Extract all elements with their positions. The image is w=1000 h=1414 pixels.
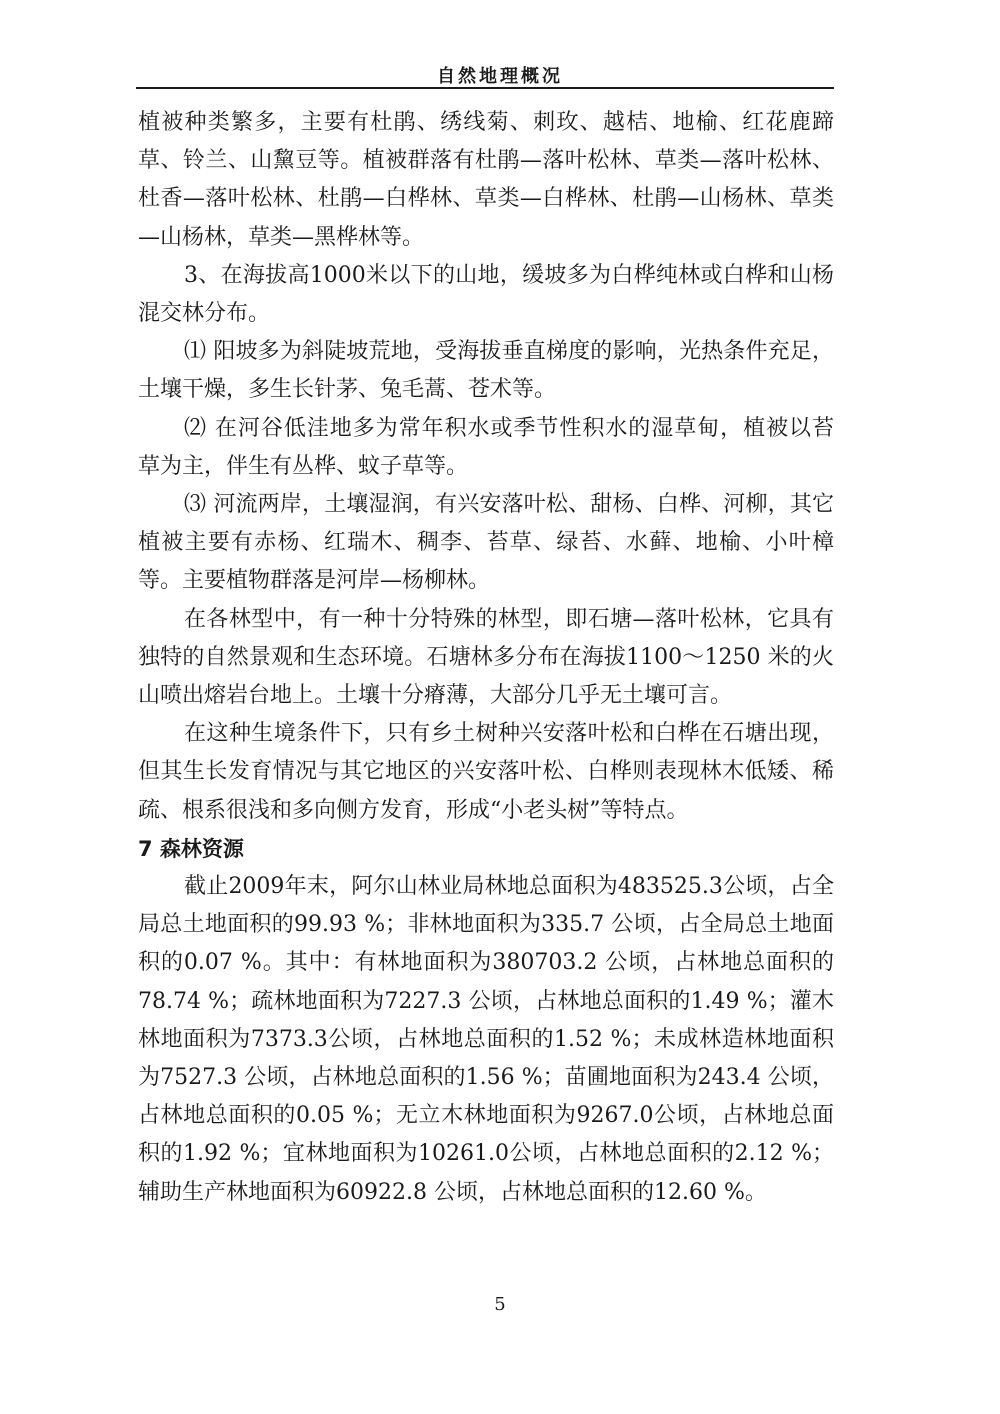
paragraph-stone-pond-forest: 在各林型中，有一种十分特殊的林型，即石塘—落叶松林，它具有独特的自然景观和生态环境。石塘林多分布在海拔1100～1250 米的火山喷出熔岩台地上。土壤十分瘠薄，大部分几乎无土壤可言。 bbox=[138, 606, 834, 709]
paragraph-below-1000m: 3、在海拔高1000米以下的山地，缓坡多为白桦纯林或白桦和山杨混交林分布。 bbox=[138, 262, 834, 327]
paragraph-vegetation-continued: 植被种类繁多，主要有杜鹃、绣线菊、刺玫、越桔、地榆、红花鹿蹄草、铃兰、山黧豆等。植被群落有杜鹃—落叶松林、草类—落叶松林、杜香—落叶松林、杜鹃—白桦林、草类—白桦林、杜鹃—山杨林、草类—山杨林，草类—黑桦林等。 bbox=[138, 110, 834, 250]
body-text bbox=[138, 104, 834, 1212]
header-rule bbox=[136, 87, 834, 89]
paragraph-riverbank: ⑶ 河流两岸，土壤湿润，有兴安落叶松、甜杨、白桦、河柳，其它植被主要有赤杨、红瑞木、稠李、苔草、绿苔、水藓、地榆、小叶樟等。主要植物群落是河岸—杨柳林。 bbox=[138, 492, 834, 594]
running-header: 自然地理概况 bbox=[437, 66, 563, 87]
page-number: 5 bbox=[494, 1294, 506, 1315]
section-heading-forest-resources: 7 森林资源 bbox=[138, 836, 244, 861]
paragraph-valley-wetland: ⑵ 在河谷低洼地多为常年积水或季节性积水的湿草甸，植被以苔 草为主，伴生有丛桦、蚊子草等。 bbox=[138, 415, 834, 479]
paragraph-habitat-conditions: 在这种生境条件下，只有乡土树种兴安落叶松和白桦在石塘出现，但其生长发育情况与其它地区的兴安落叶松、白桦则表现林木低矮、稀疏、根系很浅和多向侧方发育，形成“小老头树”等特点。 bbox=[138, 721, 834, 823]
paragraph-forest-area-statistics: 截止2009年末，阿尔山林业局林地总面积为483525.3公顷，占全局总土地面积的99.93 %；非林地面积为335.7 公顷，占全局总土地面积的0.07 %。其中：有林地面积为380703.2 公顷，占林地总面积的78.74 %；疏林地面积为7227.3 公顷，占林地总面积的1.49 %；灌木林地面积为7373.3公顷，占林地总面积的1.52 %；未成林造林地面积为7527.3 公顷，占林地总面积的1.56 %；苗圃地面积为243.4 公顷，占林地总面积的0.05 %；无立木林地面积为9267.0公顷，占林地总面积的1.92 %；宜林地面积为10261.0公顷，占林地总面积的2.12 %；辅助生产林地面积为60922.8 公顷，占林地总面积的12.60 %。 bbox=[138, 874, 834, 1205]
paragraph-sunny-slope: ⑴ 阳坡多为斜陡坡荒地，受海拔垂直梯度的影响，光热条件充足， 土壤干燥，多生长针茅、兔毛蒿、苍术等。 bbox=[138, 339, 834, 403]
